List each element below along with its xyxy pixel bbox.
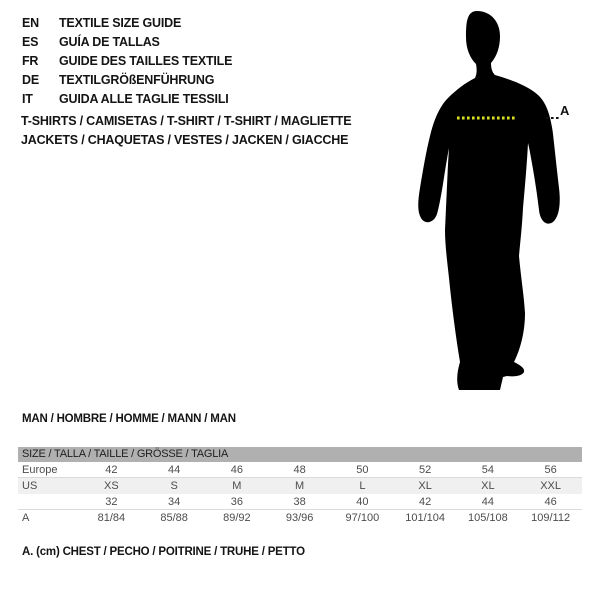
row-label: US [22, 480, 38, 492]
size-cell: 40 [356, 495, 369, 508]
size-cell: 81/84 [97, 512, 126, 524]
size-table [18, 447, 582, 526]
size-cell: 85/88 [160, 512, 188, 524]
size-cell: L [359, 480, 366, 492]
man-silhouette-svg [415, 8, 565, 393]
man-silhouette-figure [415, 8, 565, 393]
language-row [22, 51, 232, 70]
table-row-us-numeric [18, 494, 582, 510]
size-cell: 34 [168, 495, 181, 508]
size-cell: 93/96 [285, 512, 314, 524]
size-cell: 44 [481, 495, 494, 508]
table-row-chest [18, 510, 582, 526]
language-label: GUIDE DES TAILLES TEXTILE [59, 53, 233, 68]
measurement-label-a: A [560, 103, 570, 118]
size-cell: 36 [230, 495, 243, 508]
row-label: A [22, 512, 30, 524]
size-cell: 48 [293, 463, 306, 476]
row-label: Europe [22, 463, 58, 476]
size-cell: 38 [293, 495, 306, 508]
language-row [22, 70, 232, 89]
language-label: TEXTILE SIZE GUIDE [59, 15, 182, 30]
size-cell: 32 [105, 495, 118, 508]
size-cell: S [170, 480, 178, 492]
language-code: IT [22, 91, 33, 106]
size-cell: XL [481, 480, 495, 492]
language-code: FR [22, 53, 39, 68]
size-cell: M [232, 480, 242, 492]
size-cell: XS [104, 480, 119, 492]
size-cell: 42 [419, 495, 432, 508]
category-list [21, 112, 351, 150]
language-row [22, 13, 232, 32]
language-label: GUIDA ALLE TAGLIE TESSILI [59, 91, 229, 106]
size-cell: XXL [540, 480, 562, 492]
size-cell: 97/100 [345, 512, 380, 524]
language-list [22, 13, 232, 108]
size-cell: 52 [419, 463, 432, 476]
size-cell: 89/92 [223, 512, 251, 524]
size-cell: 46 [230, 463, 243, 476]
size-cell: 105/108 [467, 512, 508, 524]
language-label: TEXTILGRÖßENFÜHRUNG [59, 72, 215, 87]
size-cell: XL [418, 480, 432, 492]
size-table-header: SIZE / TALLA / TAILLE / GRÖSSE / TAGLIA [18, 447, 582, 462]
language-row [22, 32, 232, 51]
category-jackets: JACKETS / CHAQUETAS / VESTES / JACKEN / GIACCHE [21, 133, 349, 147]
language-code: EN [22, 15, 39, 30]
table-row-europe [18, 462, 582, 478]
size-cell: 54 [481, 463, 494, 476]
size-cell: 46 [544, 495, 557, 508]
language-code: DE [22, 72, 39, 87]
size-cell: 101/104 [405, 512, 445, 524]
footnote-chest: A. (cm) CHEST / PECHO / POITRINE / TRUHE / PETTO [22, 546, 305, 558]
size-cell: M [295, 480, 305, 492]
table-row-us [18, 478, 582, 494]
size-cell: 44 [168, 463, 181, 476]
section-title-man: MAN / HOMBRE / HOMME / MANN / MAN [22, 413, 236, 425]
man-silhouette [418, 11, 560, 390]
size-cell: 109/112 [531, 512, 571, 524]
language-label: GUÍA DE TALLAS [59, 34, 160, 49]
size-cell: 56 [544, 463, 557, 476]
size-cell: 42 [105, 463, 118, 476]
language-row [22, 89, 232, 108]
category-tshirts: T-SHIRTS / CAMISETAS / T-SHIRT / T-SHIRT / MAGLIETTE [21, 114, 352, 128]
language-code: ES [22, 34, 39, 49]
size-cell: 50 [356, 463, 369, 476]
